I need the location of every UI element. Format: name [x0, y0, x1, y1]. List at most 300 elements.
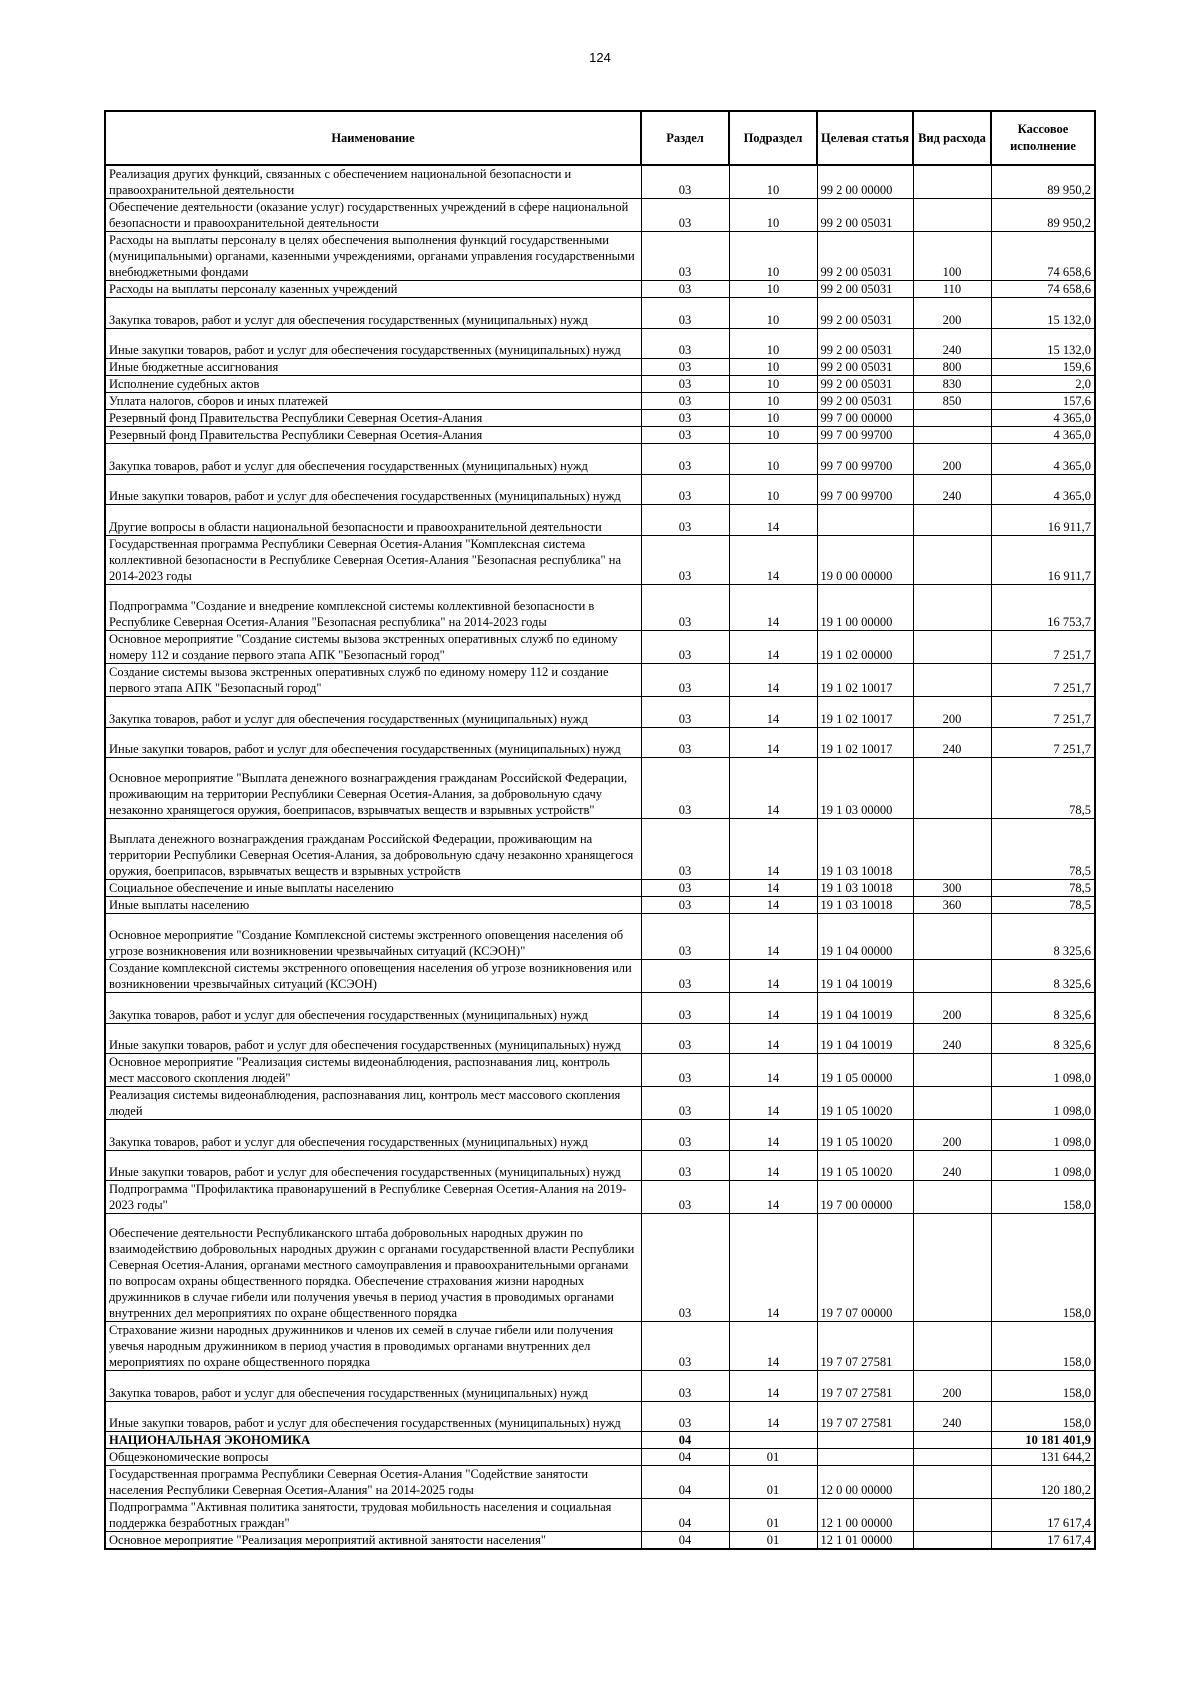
row-subsection: 14 [729, 819, 817, 880]
row-name: Основное мероприятие "Создание системы вызова экстренных оперативных служб по единому номеру 112 и создание первого этапа АПК "Безопасный город" [105, 631, 641, 664]
row-name: Иные закупки товаров, работ и услуг для обеспечения государственных (муниципальных) нужд [105, 1402, 641, 1432]
row-name: Иные закупки товаров, работ и услуг для обеспечения государственных (муниципальных) нужд [105, 1151, 641, 1181]
row-subsection: 01 [729, 1499, 817, 1532]
row-name: Расходы на выплаты персоналу в целях обеспечения выполнения функций государственными (муниципальными) органами, казенными учреждениями, органами управления государственными внебюджетными фондами [105, 232, 641, 281]
row-target-article: 19 1 00 00000 [817, 585, 913, 631]
table-row [105, 631, 1095, 664]
row-expense-type [913, 165, 991, 199]
row-target-article: 99 2 00 05031 [817, 393, 913, 410]
table-row [105, 960, 1095, 993]
row-subsection: 10 [729, 376, 817, 393]
row-section: 03 [641, 475, 729, 505]
row-expense-type: 200 [913, 1120, 991, 1151]
row-section: 03 [641, 165, 729, 199]
row-section: 03 [641, 1322, 729, 1371]
row-subsection: 14 [729, 1371, 817, 1402]
table-row [105, 475, 1095, 505]
row-section: 04 [641, 1449, 729, 1466]
row-target-article: 12 1 01 00000 [817, 1532, 913, 1550]
table-row [105, 1532, 1095, 1550]
row-expense-type [913, 758, 991, 819]
table-row [105, 880, 1095, 897]
row-cash-execution: 158,0 [991, 1214, 1095, 1322]
header-target-article: Целевая статья [817, 111, 913, 165]
table-row [105, 897, 1095, 914]
row-subsection: 14 [729, 1054, 817, 1087]
row-name: Обеспечение деятельности Республиканского штаба добровольных народных дружин по взаимодействию добровольных народных дружин с органами государственной власти Республики Северная Осетия-Алания, органами местного самоуправления и правоохранительными органами по вопросам охраны общественного порядка. Обеспечение страхования жизни народных дружинников в случае гибели или получения увечья в период участия в проводимых органами внутренних дел мероприятиях по охране общественного порядка [105, 1214, 641, 1322]
row-target-article: 19 1 04 00000 [817, 914, 913, 960]
row-name: Подпрограмма "Создание и внедрение комплексной системы коллективной безопасности в Республике Северная Осетия-Алания "Безопасная республика" на 2014-2023 годы [105, 585, 641, 631]
row-section: 03 [641, 1087, 729, 1120]
row-target-article: 99 7 00 99700 [817, 427, 913, 444]
row-section: 03 [641, 1024, 729, 1054]
row-target-article: 19 1 02 10017 [817, 664, 913, 697]
table-row [105, 1024, 1095, 1054]
row-target-article: 99 2 00 05031 [817, 232, 913, 281]
row-cash-execution: 4 365,0 [991, 427, 1095, 444]
row-name: Создание системы вызова экстренных оперативных служб по единому номеру 112 и создание первого этапа АПК "Безопасный город" [105, 664, 641, 697]
row-target-article: 12 1 00 00000 [817, 1499, 913, 1532]
row-section: 03 [641, 1214, 729, 1322]
row-name: Иные закупки товаров, работ и услуг для обеспечения государственных (муниципальных) нужд [105, 728, 641, 758]
table-row [105, 376, 1095, 393]
table-row [105, 427, 1095, 444]
row-target-article: 19 1 03 00000 [817, 758, 913, 819]
row-section: 03 [641, 393, 729, 410]
row-section: 04 [641, 1499, 729, 1532]
table-row [105, 1054, 1095, 1087]
row-cash-execution: 120 180,2 [991, 1466, 1095, 1499]
row-section: 03 [641, 1402, 729, 1432]
row-subsection: 14 [729, 536, 817, 585]
table-row [105, 444, 1095, 475]
row-subsection: 10 [729, 165, 817, 199]
row-expense-type [913, 585, 991, 631]
table-row [105, 536, 1095, 585]
row-expense-type [913, 631, 991, 664]
row-section: 03 [641, 697, 729, 728]
row-target-article: 19 1 02 10017 [817, 728, 913, 758]
row-cash-execution: 1 098,0 [991, 1120, 1095, 1151]
page-number: 124 [589, 50, 611, 65]
row-subsection: 10 [729, 393, 817, 410]
row-subsection: 14 [729, 914, 817, 960]
row-cash-execution: 16 753,7 [991, 585, 1095, 631]
row-section: 04 [641, 1466, 729, 1499]
header-name: Наименование [105, 111, 641, 165]
header-section: Раздел [641, 111, 729, 165]
table-row [105, 1181, 1095, 1214]
row-section: 03 [641, 1151, 729, 1181]
row-name: Социальное обеспечение и иные выплаты населению [105, 880, 641, 897]
row-target-article: 19 1 05 10020 [817, 1151, 913, 1181]
row-section: 03 [641, 819, 729, 880]
row-cash-execution: 89 950,2 [991, 199, 1095, 232]
row-subsection: 14 [729, 697, 817, 728]
row-cash-execution: 17 617,4 [991, 1499, 1095, 1532]
row-cash-execution: 4 365,0 [991, 444, 1095, 475]
row-cash-execution: 74 658,6 [991, 232, 1095, 281]
row-name: Резервный фонд Правительства Республики Северная Осетия-Алания [105, 427, 641, 444]
row-section: 04 [641, 1532, 729, 1550]
table-row [105, 1322, 1095, 1371]
table-row [105, 165, 1095, 199]
row-expense-type: 830 [913, 376, 991, 393]
row-target-article: 19 1 04 10019 [817, 960, 913, 993]
row-target-article [817, 1449, 913, 1466]
row-name: Закупка товаров, работ и услуг для обеспечения государственных (муниципальных) нужд [105, 697, 641, 728]
row-subsection: 14 [729, 1322, 817, 1371]
row-target-article: 19 7 07 00000 [817, 1214, 913, 1322]
row-cash-execution: 10 181 401,9 [991, 1432, 1095, 1449]
row-expense-type [913, 1449, 991, 1466]
row-cash-execution: 8 325,6 [991, 914, 1095, 960]
row-target-article: 19 1 04 10019 [817, 993, 913, 1024]
row-name: Государственная программа Республики Северная Осетия-Алания "Содействие занятости населения Республики Северная Осетия-Алания" на 2014-2025 годы [105, 1466, 641, 1499]
row-expense-type: 800 [913, 359, 991, 376]
row-section: 03 [641, 1371, 729, 1402]
row-subsection: 10 [729, 427, 817, 444]
row-subsection: 10 [729, 329, 817, 359]
row-target-article [817, 1432, 913, 1449]
table-row [105, 697, 1095, 728]
row-section: 03 [641, 728, 729, 758]
table-row [105, 232, 1095, 281]
row-section: 03 [641, 960, 729, 993]
row-cash-execution: 7 251,7 [991, 631, 1095, 664]
row-expense-type [913, 1087, 991, 1120]
row-subsection: 14 [729, 993, 817, 1024]
row-cash-execution: 131 644,2 [991, 1449, 1095, 1466]
row-name: Закупка товаров, работ и услуг для обеспечения государственных (муниципальных) нужд [105, 993, 641, 1024]
row-target-article: 19 1 05 10020 [817, 1120, 913, 1151]
table-row [105, 393, 1095, 410]
row-target-article: 19 1 03 10018 [817, 880, 913, 897]
row-section: 03 [641, 1181, 729, 1214]
table-header-row [105, 111, 1095, 165]
row-subsection: 01 [729, 1532, 817, 1550]
row-name: Закупка товаров, работ и услуг для обеспечения государственных (муниципальных) нужд [105, 1371, 641, 1402]
table-row [105, 819, 1095, 880]
row-section: 03 [641, 536, 729, 585]
table-row [105, 329, 1095, 359]
table-row [105, 1087, 1095, 1120]
row-target-article: 19 1 02 00000 [817, 631, 913, 664]
row-expense-type [913, 1432, 991, 1449]
row-name: Основное мероприятие "Реализация мероприятий активной занятости населения" [105, 1532, 641, 1550]
row-name: Иные бюджетные ассигнования [105, 359, 641, 376]
row-cash-execution: 159,6 [991, 359, 1095, 376]
row-target-article: 19 7 07 27581 [817, 1402, 913, 1432]
row-name: Резервный фонд Правительства Республики Северная Осетия-Алания [105, 410, 641, 427]
header-subsection: Подраздел [729, 111, 817, 165]
row-target-article: 99 7 00 99700 [817, 444, 913, 475]
row-section: 03 [641, 232, 729, 281]
row-target-article: 19 7 07 27581 [817, 1322, 913, 1371]
row-target-article: 99 2 00 05031 [817, 281, 913, 298]
row-section: 03 [641, 585, 729, 631]
row-expense-type [913, 664, 991, 697]
row-target-article: 19 1 03 10018 [817, 819, 913, 880]
row-expense-type: 240 [913, 728, 991, 758]
row-name: Подпрограмма "Активная политика занятости, трудовая мобильность населения и социальная поддержка безработных граждан" [105, 1499, 641, 1532]
row-name: Иные закупки товаров, работ и услуг для обеспечения государственных (муниципальных) нужд [105, 1024, 641, 1054]
row-cash-execution: 78,5 [991, 758, 1095, 819]
row-subsection: 14 [729, 1024, 817, 1054]
row-section: 03 [641, 298, 729, 329]
table-row [105, 1402, 1095, 1432]
row-name: Уплата налогов, сборов и иных платежей [105, 393, 641, 410]
row-subsection: 10 [729, 232, 817, 281]
row-expense-type [913, 427, 991, 444]
row-subsection: 10 [729, 298, 817, 329]
table-row [105, 1214, 1095, 1322]
row-cash-execution: 158,0 [991, 1371, 1095, 1402]
row-subsection: 14 [729, 758, 817, 819]
row-cash-execution: 74 658,6 [991, 281, 1095, 298]
row-target-article: 19 7 00 00000 [817, 1181, 913, 1214]
row-name: Страхование жизни народных дружинников и членов их семей в случае гибели или получения увечья народным дружинником в период участия в проводимых органами внутренних дел мероприятиях по охране общественного порядка [105, 1322, 641, 1371]
row-expense-type [913, 914, 991, 960]
row-name: Закупка товаров, работ и услуг для обеспечения государственных (муниципальных) нужд [105, 444, 641, 475]
row-section: 03 [641, 199, 729, 232]
row-expense-type [913, 199, 991, 232]
row-expense-type: 850 [913, 393, 991, 410]
row-subsection: 10 [729, 359, 817, 376]
row-subsection: 10 [729, 475, 817, 505]
row-cash-execution: 4 365,0 [991, 475, 1095, 505]
row-name: Иные закупки товаров, работ и услуг для обеспечения государственных (муниципальных) нужд [105, 475, 641, 505]
row-subsection: 10 [729, 199, 817, 232]
row-name: Расходы на выплаты персоналу казенных учреждений [105, 281, 641, 298]
row-subsection: 01 [729, 1449, 817, 1466]
row-name: Выплата денежного вознаграждения гражданам Российской Федерации, проживающим на территории Республики Северная Осетия-Алания, за добровольную сдачу незаконно хранящегося оружия, боеприпасов, взрывчатых веществ и взрывных устройств [105, 819, 641, 880]
row-expense-type: 200 [913, 993, 991, 1024]
table-row [105, 281, 1095, 298]
row-target-article: 99 2 00 05031 [817, 359, 913, 376]
row-expense-type [913, 1214, 991, 1322]
row-expense-type [913, 1181, 991, 1214]
table-row [105, 993, 1095, 1024]
table-row [105, 298, 1095, 329]
row-cash-execution: 1 098,0 [991, 1151, 1095, 1181]
row-section: 03 [641, 897, 729, 914]
row-expense-type: 100 [913, 232, 991, 281]
row-subsection: 14 [729, 897, 817, 914]
row-expense-type [913, 1466, 991, 1499]
row-section: 03 [641, 281, 729, 298]
row-expense-type [913, 819, 991, 880]
row-name: Исполнение судебных актов [105, 376, 641, 393]
table-row [105, 1371, 1095, 1402]
row-target-article: 19 7 07 27581 [817, 1371, 913, 1402]
row-expense-type [913, 960, 991, 993]
row-section: 03 [641, 758, 729, 819]
row-cash-execution: 7 251,7 [991, 697, 1095, 728]
row-cash-execution: 15 132,0 [991, 298, 1095, 329]
row-section: 03 [641, 427, 729, 444]
table-row [105, 1151, 1095, 1181]
row-section: 03 [641, 505, 729, 536]
row-cash-execution: 15 132,0 [991, 329, 1095, 359]
row-subsection: 14 [729, 1181, 817, 1214]
row-target-article: 19 1 04 10019 [817, 1024, 913, 1054]
row-section: 03 [641, 359, 729, 376]
row-target-article: 19 1 05 10020 [817, 1087, 913, 1120]
row-subsection: 14 [729, 880, 817, 897]
table-row [105, 585, 1095, 631]
row-target-article: 99 2 00 05031 [817, 329, 913, 359]
row-subsection: 14 [729, 728, 817, 758]
table-row [105, 728, 1095, 758]
table-row [105, 410, 1095, 427]
table-row [105, 1120, 1095, 1151]
row-name: Иные закупки товаров, работ и услуг для обеспечения государственных (муниципальных) нужд [105, 329, 641, 359]
row-section: 03 [641, 444, 729, 475]
row-subsection: 10 [729, 281, 817, 298]
row-section: 03 [641, 329, 729, 359]
row-expense-type [913, 1499, 991, 1532]
row-subsection: 14 [729, 1402, 817, 1432]
row-name: Иные выплаты населению [105, 897, 641, 914]
row-subsection: 14 [729, 1087, 817, 1120]
row-cash-execution: 4 365,0 [991, 410, 1095, 427]
table-row [105, 1432, 1095, 1449]
row-cash-execution: 2,0 [991, 376, 1095, 393]
row-target-article: 19 1 02 10017 [817, 697, 913, 728]
row-section: 04 [641, 1432, 729, 1449]
table-row [105, 914, 1095, 960]
row-target-article: 19 1 03 10018 [817, 897, 913, 914]
row-expense-type: 200 [913, 298, 991, 329]
table-row [105, 1449, 1095, 1466]
row-target-article: 99 7 00 99700 [817, 475, 913, 505]
row-name: Основное мероприятие "Выплата денежного вознаграждения гражданам Российской Федерации, проживающим на территории Республики Северная Осетия-Алания, за добровольную сдачу незаконно хранящегося оружия, боеприпасов, взрывчатых веществ и взрывных устройств" [105, 758, 641, 819]
row-subsection: 01 [729, 1466, 817, 1499]
row-cash-execution: 16 911,7 [991, 505, 1095, 536]
row-name: Государственная программа Республики Северная Осетия-Алания "Комплексная система коллективной безопасности в Республике Северная Осетия-Алания "Безопасная республика" на 2014-2023 годы [105, 536, 641, 585]
row-name: Обеспечение деятельности (оказание услуг) государственных учреждений в сфере национальной безопасности и правоохранительной деятельности [105, 199, 641, 232]
table-row [105, 199, 1095, 232]
row-expense-type: 360 [913, 897, 991, 914]
row-section: 03 [641, 410, 729, 427]
row-subsection: 14 [729, 664, 817, 697]
row-name: Другие вопросы в области национальной безопасности и правоохранительной деятельности [105, 505, 641, 536]
row-expense-type: 240 [913, 475, 991, 505]
table-row [105, 1466, 1095, 1499]
row-subsection: 14 [729, 1214, 817, 1322]
row-section: 03 [641, 631, 729, 664]
row-cash-execution: 1 098,0 [991, 1087, 1095, 1120]
row-expense-type: 240 [913, 329, 991, 359]
row-name: Реализация других функций, связанных с обеспечением национальной безопасности и правоохранительной деятельности [105, 165, 641, 199]
row-target-article: 99 2 00 05031 [817, 376, 913, 393]
row-target-article: 99 7 00 00000 [817, 410, 913, 427]
row-cash-execution: 89 950,2 [991, 165, 1095, 199]
row-subsection: 14 [729, 505, 817, 536]
row-name: Общеэкономические вопросы [105, 1449, 641, 1466]
header-expense-type: Вид расхода [913, 111, 991, 165]
row-name: Создание комплексной системы экстренного оповещения населения об угрозе возникновения или возникновении чрезвычайных ситуаций (КСЭОН) [105, 960, 641, 993]
row-section: 03 [641, 880, 729, 897]
row-subsection: 10 [729, 410, 817, 427]
row-expense-type [913, 1322, 991, 1371]
row-target-article: 19 0 00 00000 [817, 536, 913, 585]
row-expense-type: 300 [913, 880, 991, 897]
row-name: Закупка товаров, работ и услуг для обеспечения государственных (муниципальных) нужд [105, 1120, 641, 1151]
table-row [105, 664, 1095, 697]
row-target-article: 19 1 05 00000 [817, 1054, 913, 1087]
row-cash-execution: 78,5 [991, 880, 1095, 897]
row-expense-type: 200 [913, 697, 991, 728]
row-subsection [729, 1432, 817, 1449]
row-expense-type: 110 [913, 281, 991, 298]
row-cash-execution: 78,5 [991, 819, 1095, 880]
row-expense-type [913, 505, 991, 536]
row-expense-type [913, 536, 991, 585]
row-subsection: 14 [729, 960, 817, 993]
row-section: 03 [641, 376, 729, 393]
row-expense-type: 200 [913, 1371, 991, 1402]
row-subsection: 10 [729, 444, 817, 475]
row-target-article: 12 0 00 00000 [817, 1466, 913, 1499]
row-cash-execution: 8 325,6 [991, 993, 1095, 1024]
row-subsection: 14 [729, 631, 817, 664]
row-cash-execution: 16 911,7 [991, 536, 1095, 585]
row-cash-execution: 8 325,6 [991, 1024, 1095, 1054]
row-cash-execution: 158,0 [991, 1402, 1095, 1432]
row-expense-type [913, 410, 991, 427]
row-target-article: 99 2 00 00000 [817, 165, 913, 199]
row-subsection: 14 [729, 1151, 817, 1181]
row-section: 03 [641, 993, 729, 1024]
table-row [105, 758, 1095, 819]
table-row [105, 1499, 1095, 1532]
row-section: 03 [641, 914, 729, 960]
row-cash-execution: 1 098,0 [991, 1054, 1095, 1087]
row-expense-type: 200 [913, 444, 991, 475]
row-expense-type: 240 [913, 1024, 991, 1054]
row-target-article [817, 505, 913, 536]
row-target-article: 99 2 00 05031 [817, 298, 913, 329]
row-section: 03 [641, 1054, 729, 1087]
row-name: НАЦИОНАЛЬНАЯ ЭКОНОМИКА [105, 1432, 641, 1449]
row-section: 03 [641, 664, 729, 697]
row-cash-execution: 78,5 [991, 897, 1095, 914]
row-section: 03 [641, 1120, 729, 1151]
row-expense-type [913, 1532, 991, 1550]
table-row [105, 359, 1095, 376]
row-name: Основное мероприятие "Реализация системы видеонаблюдения, распознавания лиц, контроль мест массового скопления людей" [105, 1054, 641, 1087]
row-cash-execution: 158,0 [991, 1322, 1095, 1371]
table-row [105, 505, 1095, 536]
header-cash-execution: Кассовое исполнение [991, 111, 1095, 165]
row-name: Основное мероприятие "Создание Комплексной системы экстренного оповещения населения об угрозе возникновения или возникновении чрезвычайных ситуаций (КСЭОН)" [105, 914, 641, 960]
row-expense-type: 240 [913, 1402, 991, 1432]
row-subsection: 14 [729, 1120, 817, 1151]
row-cash-execution: 7 251,7 [991, 728, 1095, 758]
budget-execution-table [104, 110, 1096, 1550]
row-target-article: 99 2 00 05031 [817, 199, 913, 232]
row-cash-execution: 7 251,7 [991, 664, 1095, 697]
row-name: Подпрограмма "Профилактика правонарушений в Республике Северная Осетия-Алания на 2019-2023 годы" [105, 1181, 641, 1214]
row-expense-type [913, 1054, 991, 1087]
row-cash-execution: 157,6 [991, 393, 1095, 410]
row-subsection: 14 [729, 585, 817, 631]
row-cash-execution: 158,0 [991, 1181, 1095, 1214]
row-expense-type: 240 [913, 1151, 991, 1181]
row-name: Реализация системы видеонаблюдения, распознавания лиц, контроль мест массового скопления людей [105, 1087, 641, 1120]
